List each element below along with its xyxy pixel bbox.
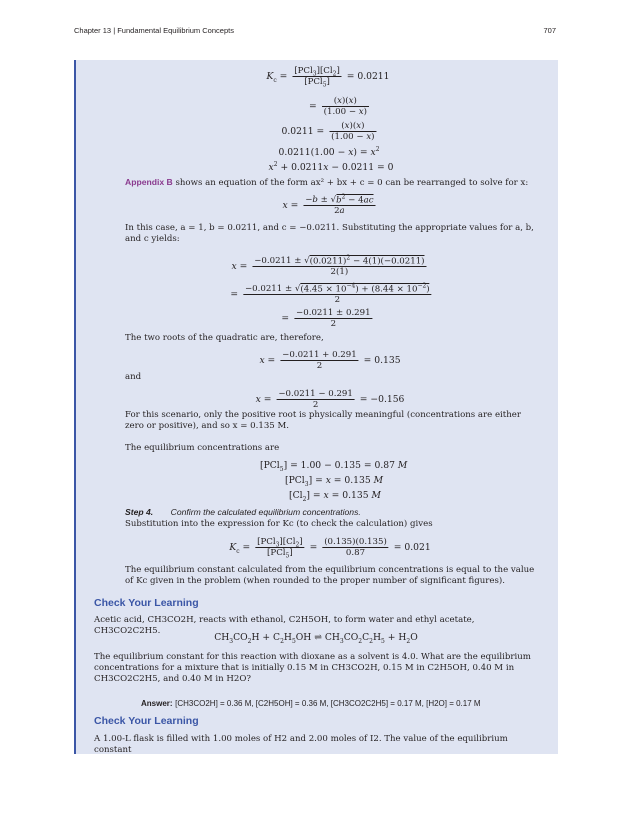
equation-kc-x: = $\frac{(x)(x)}{(1.00 - x)}$ <box>309 96 367 117</box>
check1-question: The equilibrium constant for this reaction with dioxane as a solvent is 4.0. What are the equilibrium concentrations for a mixture that is initially 0.15 M in CH3CO2H, 0.15 M in C2H5OH, 0.40 M in CH3CO2C2H5, and 0.40 M in H2O? <box>94 652 531 684</box>
check-your-learning-heading-2: Check Your Learning <box>94 715 199 727</box>
running-header-chapter: Chapter 13 | Fundamental Equilibrium Concepts <box>74 26 234 35</box>
equation-kc-check: $K_c$ = $\frac{[PCl_3][Cl_2]}{[PCl_5]}$ = $\frac{(0.135)(0.135)}{0.87}$ = 0.021 <box>229 537 431 560</box>
equation-cross-multiplied: $0.0211(1.00 - x) = x^2$ <box>278 145 380 158</box>
roots-paragraph: The two roots of the quadratic are, therefore, <box>125 333 324 343</box>
equation-positive-root: x = $\frac{-0.0211 + 0.291}{2}$ = 0.135 <box>259 350 401 371</box>
answer-text: [CH3CO2H] = 0.36 M, [C2H5OH] = 0.36 M, [CH3CO2C2H5] = 0.17 M, [H2O] = 0.17 M <box>175 699 481 708</box>
equilibrium-concentrations-intro: The equilibrium concentrations are <box>125 443 280 453</box>
equation-quadratic-formula: x = $\frac{-b \pm √b^2 - 4ac}{2a}$ <box>282 193 374 216</box>
appendix-b-link[interactable]: Appendix B <box>125 177 173 187</box>
equation-substitution-1: x = $\frac{-0.0211 \pm √(0.0211)^2 - 4(1)(-0.0211)}{2(1)}$ <box>231 254 425 277</box>
equation-pcl5-concentration: [PCl$_5$] = 1.00 − 0.135 = 0.87 M <box>260 460 408 473</box>
equation-quadratic-form: $x^2 + 0.0211x - 0.0211 = 0$ <box>268 160 394 173</box>
running-header-page-number: 707 <box>543 26 556 35</box>
step4-text: Substitution into the expression for Kc (to check the calculation) gives <box>125 519 433 529</box>
equation-substitution-3: = $\frac{-0.0211 \pm 0.291}{2}$ <box>281 308 371 329</box>
equation-cl2-concentration: $[Cl_2] = x = 0.135$ M <box>289 490 381 503</box>
case-paragraph: In this case, a = 1, b = 0.0211, and c = −0.0211. Substituting the appropriate values for a, b, and c yields: <box>125 223 534 244</box>
check-your-learning-heading-1: Check Your Learning <box>94 597 199 609</box>
check1-intro: Acetic acid, CH3CO2H, reacts with ethanol, C2H5OH, to form water and ethyl acetate, CH3CO2C2H5. <box>94 615 475 636</box>
step4-label: Step 4. <box>125 507 154 517</box>
step4-title: Confirm the calculated equilibrium concentrations. <box>170 507 361 517</box>
appendix-text: shows an equation of the form ax² + bx + c = 0 can be rearranged to solve for x: <box>175 178 529 188</box>
step4-heading <box>125 507 361 519</box>
appendix-paragraph <box>125 177 528 189</box>
equation-substitution-2: = $\frac{-0.0211 \pm √(4.45 \times 10^{-4}) + (8.44 \times 10^{-2})}{2}$ <box>230 282 430 305</box>
check1-answer <box>141 698 481 709</box>
equation-negative-root: x = $\frac{-0.0211 - 0.291}{2}$ = −0.156 <box>255 389 405 410</box>
equation-esterification: $CH_3CO_2H + C_2H_5OH$ ⇌ $CH_3CO_2C_2H_5 + H_2O$ <box>214 632 418 645</box>
equation-kc-value-x: 0.0211 = $\frac{(x)(x)}{(1.00 - x)}$ <box>281 121 375 142</box>
and-text: and <box>125 372 142 382</box>
equation-pcl3-concentration: [PCl$_3$] = x = 0.135 M <box>285 475 384 488</box>
step4-conclusion: The equilibrium constant calculated from the equilibrium concentrations is equal to the value of Kc given in the problem (when rounded to the proper number of significant figures). <box>125 565 535 586</box>
check2-text: A 1.00-L flask is filled with 1.00 moles of H2 and 2.00 moles of I2. The value of the equilibrium constant <box>94 734 508 755</box>
answer-label: Answer: <box>141 699 173 708</box>
scenario-paragraph: For this scenario, only the positive root is physically meaningful (concentrations are either zero or positive), and so x = 0.135 M. <box>125 410 521 431</box>
equation-kc-expression: $K_c$ = $\frac{[PCl_3][Cl_2]}{[PCl_5]}$ = 0.0211 <box>266 66 390 89</box>
